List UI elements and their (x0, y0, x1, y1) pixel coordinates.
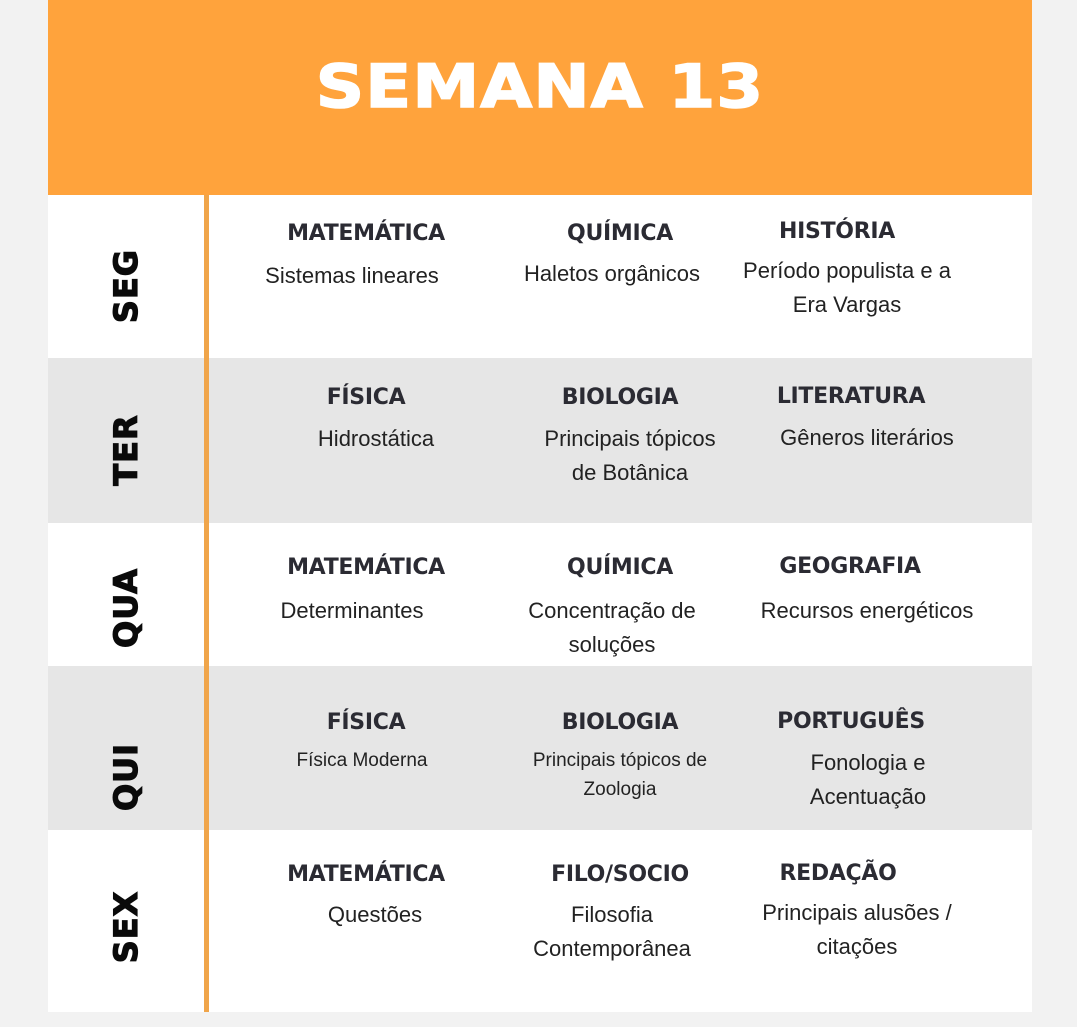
subject-topic: Gêneros literários (780, 425, 954, 450)
subject-topic: Sistemas lineares (265, 263, 439, 288)
subject-topic: de Botânica (571, 460, 689, 485)
subject-cell (236, 221, 496, 247)
subject-topic: Principais alusões / (762, 900, 952, 925)
subject-topic: Física Moderna (296, 750, 428, 771)
subject-name: MATEMÁTICA (287, 862, 445, 887)
subject-name: PORTUGUÊS (777, 709, 925, 734)
subject-cell (707, 219, 967, 245)
subject-topic: Principais tópicos (544, 426, 716, 451)
subject-cell (720, 554, 980, 580)
topic-cell (500, 422, 760, 490)
subject-cell (236, 862, 496, 888)
subject-cell (721, 709, 981, 735)
topic-cell (490, 746, 750, 804)
subject-name: BIOLOGIA (561, 710, 679, 735)
subject-cell (490, 555, 750, 581)
week-header (48, 0, 1032, 195)
subject-topic: citações (816, 934, 898, 959)
day-label-seg: SEG (107, 248, 145, 324)
subject-cell (721, 384, 981, 410)
subject-name: QUÍMICA (567, 555, 673, 580)
topic-cell (482, 898, 742, 966)
subject-name: FILO/SOCIO (551, 862, 689, 887)
subject-topic: Hidrostática (317, 426, 435, 451)
topic-cell (738, 746, 998, 814)
subject-topic: soluções (568, 632, 656, 657)
topic-cell (246, 422, 506, 456)
subject-topic: Acentuação (809, 784, 927, 809)
week-title: SEMANA 13 (315, 52, 765, 122)
topic-cell (222, 259, 482, 293)
subject-topic: Era Vargas (792, 292, 902, 317)
day-label-ter: TER (107, 414, 145, 486)
subject-name: HISTÓRIA (779, 219, 895, 244)
topic-cell (482, 594, 742, 662)
topic-cell (727, 896, 987, 964)
subject-topic: Período populista e a (743, 258, 951, 283)
subject-name: FÍSICA (326, 710, 406, 735)
subject-topic: Fonologia e (810, 750, 926, 775)
subject-topic: Questões (327, 902, 423, 927)
subject-topic: Filosofia (571, 902, 653, 927)
subject-cell (708, 861, 968, 887)
subject-cell (490, 385, 750, 411)
subject-name: FÍSICA (326, 385, 406, 410)
subject-name: REDAÇÃO (779, 861, 897, 886)
subject-cell (236, 555, 496, 581)
topic-cell (482, 257, 742, 291)
day-label-qua: QUA (107, 568, 145, 648)
subject-cell (236, 385, 496, 411)
subject-topic: Zoologia (583, 779, 657, 800)
topic-cell (222, 594, 482, 628)
topic-cell (717, 254, 977, 322)
subject-cell (490, 710, 750, 736)
subject-name: MATEMÁTICA (287, 555, 445, 580)
topic-cell (245, 898, 505, 932)
subject-topic: Haletos orgânicos (523, 261, 701, 286)
topic-cell (232, 746, 492, 775)
topic-cell (737, 594, 997, 628)
subject-topic: Recursos energéticos (760, 598, 974, 623)
subject-topic: Concentração de (528, 598, 696, 623)
topic-cell (737, 421, 997, 455)
subject-topic: Determinantes (280, 598, 424, 623)
divider-line (204, 195, 209, 1012)
subject-name: QUÍMICA (567, 221, 673, 246)
subject-cell (236, 710, 496, 736)
subject-name: GEOGRAFIA (779, 554, 921, 579)
subject-name: BIOLOGIA (561, 385, 679, 410)
subject-topic: Contemporânea (533, 936, 691, 961)
subject-topic: Principais tópicos de (532, 750, 708, 771)
subject-name: LITERATURA (776, 384, 926, 409)
day-label-qui: QUI (107, 742, 145, 812)
day-label-sex: SEX (107, 890, 145, 964)
subject-name: MATEMÁTICA (287, 221, 445, 246)
